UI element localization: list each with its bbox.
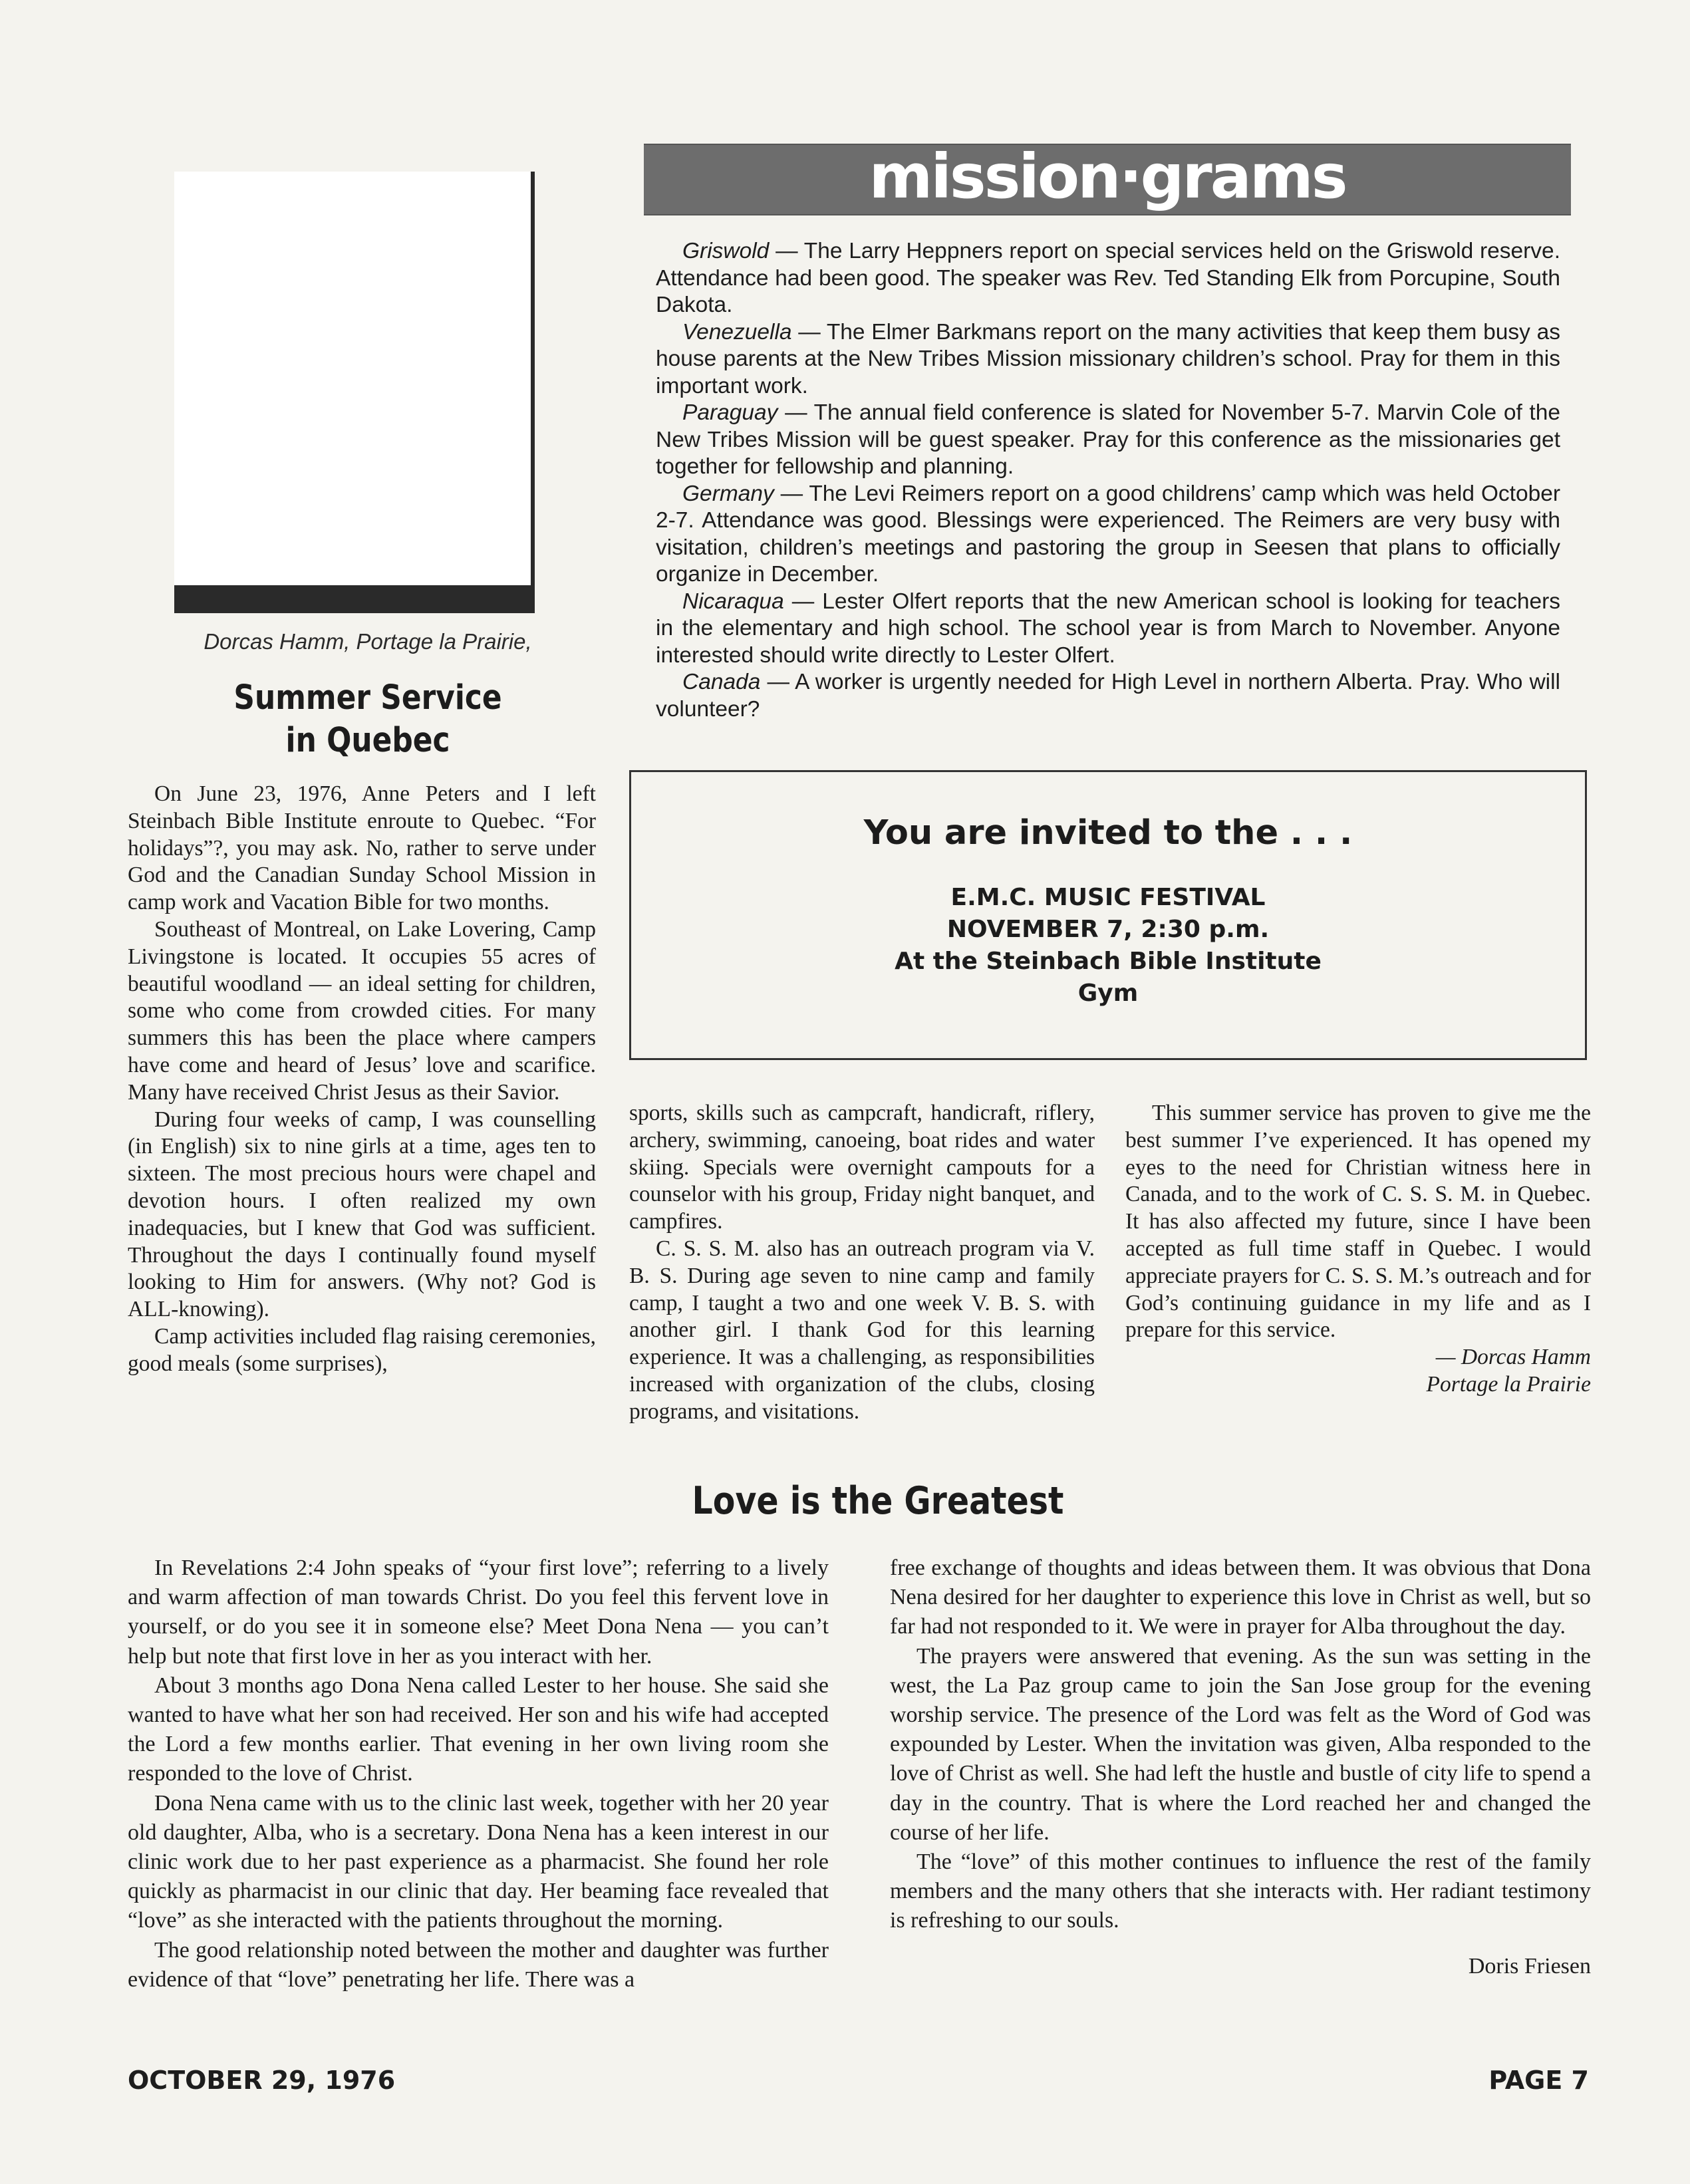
mission-text: — The Levi Reimers report on a good childrens’ camp which was held October 2-7. Attendance was good. Blessings were experienced. The Reimers are very busy with visitation, children’s meetings and pastoring the group in Seesen that plans to officially organize in December. bbox=[656, 481, 1560, 587]
author-location: Portage la Prairie bbox=[1426, 1371, 1591, 1397]
invitation-venue: At the Steinbach Bible Institute bbox=[895, 948, 1322, 975]
mission-text: — The Elmer Barkmans report on the many activities that keep them busy as house parents at the New Tribes Mission missionary children’s school. Pray for them in this important work. bbox=[656, 319, 1560, 398]
invitation-event: E.M.C. MUSIC FESTIVAL bbox=[950, 884, 1266, 911]
mission-place: Venezuella bbox=[682, 319, 792, 344]
body-paragraph: This summer service has proven to give me the best summer I’ve experienced. It has opened my eyes to the need for Christian witness here in Canada, and to the work of C. S. S. M. in Quebec. It has also affected my future, since I have been accepted as full time staff in Quebec. I would appreciate prayers for C. S. S. M.’s outreach and for God’s continuing guidance in my life and as I prepare for this service. bbox=[1125, 1101, 1591, 1343]
author-signature: — Dorcas Hamm bbox=[1435, 1345, 1591, 1370]
body-paragraph: The “love” of this mother continues to influence the rest of the family members and the many others that she interacts with. Her radiant testimony is refreshing to our souls. bbox=[890, 1849, 1591, 1933]
mission-item bbox=[656, 238, 1560, 319]
body-paragraph: The good relationship noted between the mother and daughter was further evidence of that “love” penetrating her life. There was a bbox=[128, 1937, 829, 1992]
summer-column-1 bbox=[128, 781, 596, 1378]
mission-place: Nicaraqua bbox=[682, 589, 784, 614]
body-paragraph: Dona Nena came with us to the clinic last week, together with her 20 year old daughter, Alba, who is a secretary. Dona Nena has a keen interest in our clinic work due to her past experience as a pharmacist. She found her role quickly as pharmacist in our clinic that day. Her beaming face revealed that “love” as she interacted with the patients throughout the morning. bbox=[128, 1790, 829, 1933]
invitation-room: Gym bbox=[1077, 980, 1139, 1007]
summer-headline-line2: in Quebec bbox=[285, 720, 450, 760]
mission-text: — Lester Olfert reports that the new American school is looking for teachers in the elementary and high school. The school year is from March to November. Anyone interested should write directly to Lester Olfert. bbox=[656, 589, 1560, 668]
missiongrams-title: mission·grams bbox=[869, 141, 1346, 212]
photo-caption: Dorcas Hamm, Portage la Prairie, bbox=[204, 629, 532, 654]
love-headline: Love is the Greatest bbox=[692, 1479, 1064, 1523]
body-paragraph: About 3 months ago Dona Nena called Lester to her house. She said she wanted to have what her son had received. Her son and his wife had accepted the Lord a few months earlier. That evening in her own living room she responded to the love of Christ. bbox=[128, 1673, 829, 1786]
body-paragraph: The prayers were answered that evening. As the sun was setting in the west, the La Paz group came to join the San Jose group for the evening worship service. The presence of the Lord was felt as the Word of God was expounded by Lester. When the invitation was given, Alba responded to the love of Christ as well. She had left the hustle and bustle of city life to spend a day in the country. That is where the Lord reached her and changed the course of her life. bbox=[890, 1643, 1591, 1845]
body-paragraph: In Revelations 2:4 John speaks of “your first love”; referring to a lively and warm affection of man towards Christ. Do you feel this fervent love in yourself, or do you see it in someone else? Meet Dona Nena — you can’t help but note that first love in her as you interact with her. bbox=[128, 1556, 829, 1669]
missiongrams-banner bbox=[644, 141, 1571, 215]
article-byline: Doris Friesen bbox=[1468, 1953, 1591, 1979]
body-paragraph: During four weeks of camp, I was counselling (in English) six to nine girls at a time, ages ten to sixteen. The most precious hours were chapel and devotion hours. I often realized my own inadequacies, but I knew that God was sufficient. Throughout the days I continually found myself looking to Him for answers. (Why not? God is ALL-knowing). bbox=[128, 1107, 596, 1322]
mission-item bbox=[656, 669, 1560, 723]
mission-place: Canada bbox=[682, 670, 761, 694]
summer-column-2 bbox=[629, 1100, 1095, 1426]
summer-headline-line1: Summer Service bbox=[233, 678, 502, 718]
mission-place: Germany bbox=[682, 481, 774, 506]
summer-column-3 bbox=[1125, 1100, 1591, 1399]
issue-date: OCTOBER 29, 1976 bbox=[128, 2066, 396, 2095]
invitation-heading: You are invited to the . . . bbox=[863, 813, 1353, 853]
mission-text: — The Larry Heppners report on special services held on the Griswold reserve. Attendance had been good. The speaker was Rev. Ted Standing Elk from Porcupine, South Dakota. bbox=[656, 239, 1560, 317]
invitation-date: NOVEMBER 7, 2:30 p.m. bbox=[946, 916, 1270, 943]
body-paragraph: On June 23, 1976, Anne Peters and I left Steinbach Bible Institute enroute to Quebec. “For holidays”?, you may ask. No, rather to serve under God and the Canadian Sunday School Mission in camp work and Vacation Bible for two months. bbox=[128, 781, 596, 915]
portrait-photo bbox=[174, 172, 535, 613]
mission-place: Paraguay bbox=[682, 400, 778, 425]
page-number: PAGE 7 bbox=[1488, 2066, 1589, 2095]
summer-service-headline bbox=[194, 677, 543, 762]
photo-blank-area bbox=[174, 172, 531, 585]
mission-text: — A worker is urgently needed for High Level in northern Alberta. Pray. Who will volunteer? bbox=[656, 670, 1560, 722]
mission-place: Griswold bbox=[682, 239, 770, 263]
body-paragraph: Camp activities included flag raising ceremonies, good meals (some surprises), bbox=[128, 1323, 596, 1376]
love-column-left bbox=[128, 1554, 829, 1994]
mission-item bbox=[656, 481, 1560, 589]
mission-text: — The annual field conference is slated for November 5-7. Marvin Cole of the New Tribes Mission will be guest speaker. Pray for this conference as the missionaries get together for fellowship and planning. bbox=[656, 400, 1560, 479]
mission-item bbox=[656, 589, 1560, 670]
music-festival-invitation bbox=[629, 770, 1587, 1060]
mission-item bbox=[656, 319, 1560, 400]
body-paragraph: free exchange of thoughts and ideas between them. It was obvious that Dona Nena desired for her daughter to experience this love in Christ as well, but so far had not responded to it. We were in prayer for Alba throughout the day. bbox=[890, 1556, 1591, 1639]
body-paragraph: sports, skills such as campcraft, handicraft, riflery, archery, swimming, canoeing, boat rides and water skiing. Specials were overnight campouts for a counselor with his group, Friday night banquet, and campfires. bbox=[629, 1101, 1095, 1234]
body-paragraph: Southeast of Montreal, on Lake Lovering, Camp Livingstone is located. It occupies 55 acres of beautiful woodland — an ideal setting for children, some who come from crowded cities. For many summers this has been the place where campers have come and heard of Jesus’ love and scarifice. Many have received Christ Jesus as their Savior. bbox=[128, 916, 596, 1105]
body-paragraph: C. S. S. M. also has an outreach program via V. B. S. During age seven to nine camp and family camp, I taught a two and one week V. B. S. with another girl. I thank God for this learning experience. It was a challenging, as responsibilities increased with organization of the clubs, closing programs, and visitations. bbox=[629, 1236, 1095, 1424]
love-column-right bbox=[890, 1554, 1591, 1981]
mission-item bbox=[656, 400, 1560, 481]
missiongrams-list bbox=[656, 238, 1560, 723]
